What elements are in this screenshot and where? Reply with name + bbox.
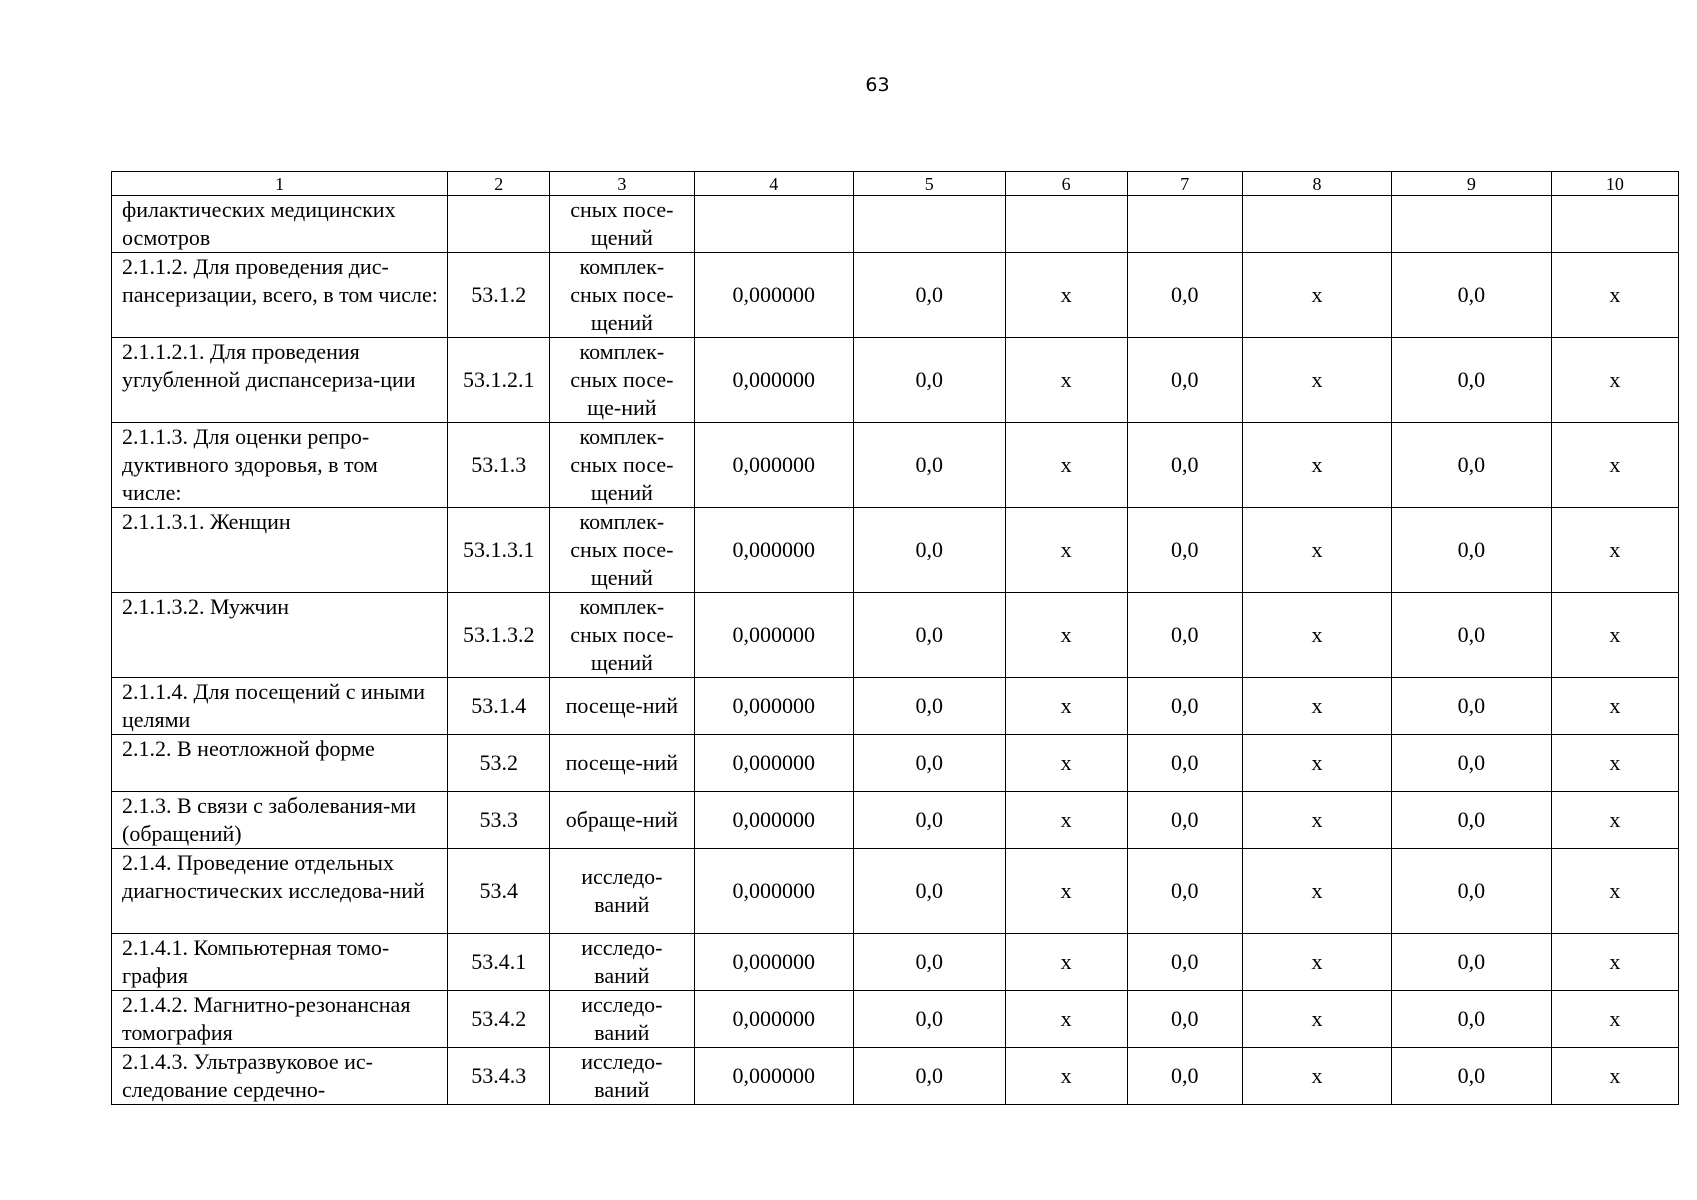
row-name-cell: 2.1.4.2. Магнитно-резонансная томография: [112, 991, 448, 1048]
col7-cell: 0,0: [1127, 678, 1242, 735]
col7-cell: 0,0: [1127, 593, 1242, 678]
col6-cell: х: [1005, 934, 1127, 991]
col7-cell: 0,0: [1127, 338, 1242, 423]
row-unit-cell: исследо-ваний: [550, 1048, 694, 1105]
col8-cell: х: [1242, 593, 1391, 678]
col7-cell: [1127, 196, 1242, 253]
col9-cell: 0,0: [1392, 508, 1552, 593]
row-unit-cell: исследо-ваний: [550, 991, 694, 1048]
col6-cell: х: [1005, 1048, 1127, 1105]
table-row: [112, 338, 1679, 423]
row-code-cell: 53.1.3.2: [448, 593, 550, 678]
col10-cell: х: [1551, 253, 1678, 338]
col9-cell: 0,0: [1392, 735, 1552, 792]
col5-cell: 0,0: [854, 593, 1005, 678]
col6-cell: х: [1005, 735, 1127, 792]
row-unit-cell: исследо-ваний: [550, 849, 694, 934]
col4-cell: 0,000000: [694, 1048, 854, 1105]
col7-cell: 0,0: [1127, 735, 1242, 792]
col4-cell: 0,000000: [694, 792, 854, 849]
row-unit-cell: комплек-сных посе-ще-ний: [550, 338, 694, 423]
col7-cell: 0,0: [1127, 423, 1242, 508]
col10-cell: х: [1551, 849, 1678, 934]
row-unit-cell: комплек-сных посе-щений: [550, 423, 694, 508]
header-cell: 4: [694, 172, 854, 196]
col6-cell: х: [1005, 423, 1127, 508]
col10-cell: х: [1551, 593, 1678, 678]
page-number: 63: [865, 74, 890, 96]
header-cell: 3: [550, 172, 694, 196]
table-row: [112, 423, 1679, 508]
table-row: [112, 1048, 1679, 1105]
col6-cell: х: [1005, 338, 1127, 423]
header-cell: 10: [1551, 172, 1678, 196]
col5-cell: 0,0: [854, 253, 1005, 338]
col7-cell: 0,0: [1127, 508, 1242, 593]
row-unit-cell: сных посе-щений: [550, 196, 694, 253]
col5-cell: 0,0: [854, 991, 1005, 1048]
col4-cell: 0,000000: [694, 735, 854, 792]
row-name-cell: 2.1.4. Проведение отдельных диагностических исследова-ний: [112, 849, 448, 934]
col4-cell: 0,000000: [694, 508, 854, 593]
col8-cell: х: [1242, 338, 1391, 423]
col10-cell: х: [1551, 934, 1678, 991]
col6-cell: х: [1005, 991, 1127, 1048]
col10-cell: х: [1551, 678, 1678, 735]
data-table: [111, 171, 1679, 1105]
row-name-cell: 2.1.1.2.1. Для проведения углубленной диспансериза-ции: [112, 338, 448, 423]
col9-cell: 0,0: [1392, 253, 1552, 338]
col5-cell: 0,0: [854, 849, 1005, 934]
header-cell: 8: [1242, 172, 1391, 196]
row-name-cell: 2.1.1.3. Для оценки репро-дуктивного здоровья, в том числе:: [112, 423, 448, 508]
col5-cell: 0,0: [854, 934, 1005, 991]
col9-cell: 0,0: [1392, 593, 1552, 678]
col6-cell: х: [1005, 849, 1127, 934]
header-cell: 5: [854, 172, 1005, 196]
col9-cell: 0,0: [1392, 849, 1552, 934]
table-row: [112, 991, 1679, 1048]
row-unit-cell: комплек-сных посе-щений: [550, 253, 694, 338]
col8-cell: х: [1242, 991, 1391, 1048]
table-row: [112, 934, 1679, 991]
col4-cell: 0,000000: [694, 991, 854, 1048]
table-body: [112, 196, 1679, 1105]
table-row: [112, 508, 1679, 593]
col6-cell: х: [1005, 508, 1127, 593]
table-row: [112, 678, 1679, 735]
header-cell: 2: [448, 172, 550, 196]
col5-cell: 0,0: [854, 792, 1005, 849]
row-code-cell: 53.2: [448, 735, 550, 792]
col5-cell: 0,0: [854, 678, 1005, 735]
row-name-cell: 2.1.1.3.2. Мужчин: [112, 593, 448, 678]
col10-cell: х: [1551, 735, 1678, 792]
row-unit-cell: посеще-ний: [550, 678, 694, 735]
col9-cell: 0,0: [1392, 338, 1552, 423]
row-code-cell: 53.4.1: [448, 934, 550, 991]
col9-cell: [1392, 196, 1552, 253]
row-unit-cell: посеще-ний: [550, 735, 694, 792]
col7-cell: 0,0: [1127, 849, 1242, 934]
col8-cell: х: [1242, 253, 1391, 338]
col6-cell: х: [1005, 678, 1127, 735]
col5-cell: 0,0: [854, 423, 1005, 508]
col8-cell: х: [1242, 1048, 1391, 1105]
col10-cell: х: [1551, 338, 1678, 423]
row-code-cell: 53.3: [448, 792, 550, 849]
table-row: [112, 196, 1679, 253]
row-code-cell: 53.1.2: [448, 253, 550, 338]
col5-cell: 0,0: [854, 508, 1005, 593]
row-code-cell: 53.1.3: [448, 423, 550, 508]
col6-cell: х: [1005, 593, 1127, 678]
table-row: [112, 253, 1679, 338]
col7-cell: 0,0: [1127, 934, 1242, 991]
col9-cell: 0,0: [1392, 934, 1552, 991]
col10-cell: х: [1551, 991, 1678, 1048]
row-name-cell: 2.1.1.4. Для посещений с иными целями: [112, 678, 448, 735]
col8-cell: х: [1242, 792, 1391, 849]
col8-cell: [1242, 196, 1391, 253]
col4-cell: 0,000000: [694, 593, 854, 678]
col7-cell: 0,0: [1127, 991, 1242, 1048]
col7-cell: 0,0: [1127, 253, 1242, 338]
row-code-cell: 53.1.3.1: [448, 508, 550, 593]
row-code-cell: [448, 196, 550, 253]
col8-cell: х: [1242, 508, 1391, 593]
col7-cell: 0,0: [1127, 1048, 1242, 1105]
col8-cell: х: [1242, 423, 1391, 508]
col4-cell: 0,000000: [694, 934, 854, 991]
table-row: [112, 849, 1679, 934]
col10-cell: х: [1551, 423, 1678, 508]
table-row: [112, 593, 1679, 678]
col10-cell: х: [1551, 1048, 1678, 1105]
col6-cell: х: [1005, 792, 1127, 849]
col9-cell: 0,0: [1392, 678, 1552, 735]
row-name-cell: 2.1.1.2. Для проведения дис-пансеризации, всего, в том числе:: [112, 253, 448, 338]
col9-cell: 0,0: [1392, 991, 1552, 1048]
col4-cell: 0,000000: [694, 338, 854, 423]
col6-cell: [1005, 196, 1127, 253]
col8-cell: х: [1242, 678, 1391, 735]
col5-cell: 0,0: [854, 1048, 1005, 1105]
header-cell: 6: [1005, 172, 1127, 196]
table-row: [112, 792, 1679, 849]
col9-cell: 0,0: [1392, 423, 1552, 508]
header-cell: 7: [1127, 172, 1242, 196]
header-row: [112, 172, 1679, 196]
row-code-cell: 53.4.2: [448, 991, 550, 1048]
col6-cell: х: [1005, 253, 1127, 338]
row-unit-cell: обраще-ний: [550, 792, 694, 849]
col8-cell: х: [1242, 849, 1391, 934]
col10-cell: [1551, 196, 1678, 253]
col5-cell: [854, 196, 1005, 253]
row-name-cell: 2.1.2. В неотложной форме: [112, 735, 448, 792]
row-code-cell: 53.4.3: [448, 1048, 550, 1105]
row-code-cell: 53.1.4: [448, 678, 550, 735]
col4-cell: [694, 196, 854, 253]
header-cell: 9: [1392, 172, 1552, 196]
row-name-cell: 2.1.4.3. Ультразвуковое ис-следование сердечно-: [112, 1048, 448, 1105]
header-cell: 1: [112, 172, 448, 196]
col10-cell: х: [1551, 508, 1678, 593]
col10-cell: х: [1551, 792, 1678, 849]
row-unit-cell: исследо-ваний: [550, 934, 694, 991]
table-row: [112, 735, 1679, 792]
row-name-cell: 2.1.4.1. Компьютерная томо-графия: [112, 934, 448, 991]
col4-cell: 0,000000: [694, 423, 854, 508]
row-code-cell: 53.4: [448, 849, 550, 934]
col4-cell: 0,000000: [694, 253, 854, 338]
col4-cell: 0,000000: [694, 678, 854, 735]
row-name-cell: 2.1.3. В связи с заболевания-ми (обращений): [112, 792, 448, 849]
col8-cell: х: [1242, 934, 1391, 991]
col9-cell: 0,0: [1392, 792, 1552, 849]
row-unit-cell: комплек-сных посе-щений: [550, 508, 694, 593]
col7-cell: 0,0: [1127, 792, 1242, 849]
row-name-cell: 2.1.1.3.1. Женщин: [112, 508, 448, 593]
row-unit-cell: комплек-сных посе-щений: [550, 593, 694, 678]
col9-cell: 0,0: [1392, 1048, 1552, 1105]
row-code-cell: 53.1.2.1: [448, 338, 550, 423]
col8-cell: х: [1242, 735, 1391, 792]
col5-cell: 0,0: [854, 338, 1005, 423]
col4-cell: 0,000000: [694, 849, 854, 934]
row-name-cell: филактических медицинских осмотров: [112, 196, 448, 253]
col5-cell: 0,0: [854, 735, 1005, 792]
